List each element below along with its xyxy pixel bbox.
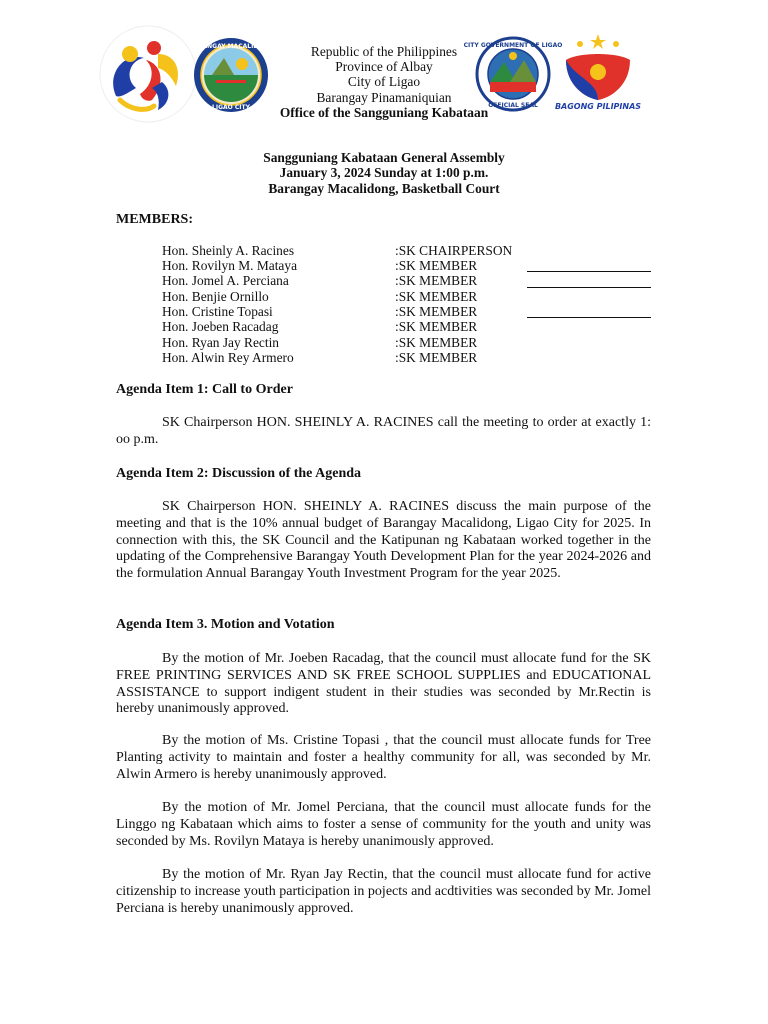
motion-paragraph: By the motion of Mr. Ryan Jay Rectin, that the council must allocate fund for active citizenship to increase youth participation in pojects and acdtivities was seconded by Mr. Jomel Perciana is hereby unanimously approved. (116, 867, 651, 916)
motion-paragraph: By the motion of Ms. Cristine Topasi , that the council must allocate funds for Tree Planting activity to maintain and foster a healthy community for all, was seconded by Mr. Alwin Armero is hereby unanimously approved. (116, 733, 651, 782)
header-office: Office of the Sangguniang Kabataan (279, 105, 489, 120)
member-role: :SK MEMBER (395, 335, 478, 350)
assembly-title: Sangguniang Kabataan General Assembly (263, 150, 505, 165)
motion-paragraph: By the motion of Mr. Joeben Racadag, that the council must allocate fund for the SK FREE PRINTING SERVICES AND SK FREE SCHOOL SUPPLIES and EDUCATIONAL ASSISTANCE to support indigent student in their studies was seconded by Mr.Rectin is hereby unanimously approved. (116, 651, 651, 717)
header-city: City of Ligao (347, 74, 421, 89)
member-role: :SK MEMBER (395, 304, 478, 319)
agenda-2-heading: Agenda Item 2: Discussion of the Agenda (116, 466, 362, 481)
member-role: :SK MEMBER (395, 350, 478, 365)
svg-text:LIGAO CITY: LIGAO CITY (212, 104, 250, 111)
sk-logo (96, 24, 200, 124)
motion-paragraph: By the motion of Mr. Jomel Perciana, that the council must allocate funds for the Linggo ng Kabataan which aims to foster a sense of community for the youth and unity was seconded by Ms. Rovilyn Mataya is hereby unanimously approved. (116, 800, 651, 849)
member-role: :SK MEMBER (395, 319, 478, 334)
agenda-1-paragraph: SK Chairperson HON. SHEINLY A. RACINES call the meeting to order at exactly 1: oo p.m. (116, 415, 651, 447)
member-name: Hon. Cristine Topasi (162, 304, 273, 319)
agenda-1-heading: Agenda Item 1: Call to Order (116, 382, 293, 397)
assembly-date: January 3, 2024 Sunday at 1:00 p.m. (279, 165, 489, 180)
member-name: Hon. Ryan Jay Rectin (162, 335, 279, 350)
assembly-venue: Barangay Macalidong, Basketball Court (268, 181, 500, 196)
members-heading: MEMBERS: (116, 212, 193, 227)
member-name: Hon. Rovilyn M. Mataya (162, 258, 298, 273)
member-name: Hon. Sheinly A. Racines (162, 243, 295, 258)
header-republic: Republic of the Philippines (310, 44, 458, 59)
member-role: :SK MEMBER (395, 258, 478, 273)
svg-text:CITY GOVERNMENT OF LIGAO: CITY GOVERNMENT OF LIGAO (463, 42, 563, 49)
signature-line (527, 287, 651, 288)
member-name: Hon. Joeben Racadag (162, 319, 279, 334)
member-role: :SK CHAIRPERSON (395, 243, 513, 258)
svg-text:OFFICIAL SEAL: OFFICIAL SEAL (488, 102, 538, 109)
bagong-pilipinas-text: BAGONG PILIPINAS (554, 102, 642, 111)
member-role: :SK MEMBER (395, 289, 478, 304)
header-barangay: Barangay Pinamaniquian (316, 90, 452, 105)
bagong-pilipinas-logo (552, 30, 644, 114)
member-name: Hon. Benjie Ornillo (162, 289, 269, 304)
member-name: Hon. Jomel A. Perciana (162, 273, 289, 288)
svg-text:BARANGAY MACALIDONG: BARANGAY MACALIDONG (188, 43, 274, 50)
header-province: Province of Albay (335, 59, 433, 74)
signature-line (527, 317, 651, 318)
member-name: Hon. Alwin Rey Armero (162, 350, 294, 365)
agenda-3-heading: Agenda Item 3. Motion and Votation (116, 617, 335, 632)
signature-line (527, 271, 651, 272)
agenda-2-paragraph: SK Chairperson HON. SHEINLY A. RACINES discuss the main purpose of the meeting and that is the 10% annual budget of Barangay Macalidong, Ligao City for 2025. In connection with this, the SK Council and the Katipunan ng Kabataan worked together in the updating of the Comprehensive Barangay Youth Development Plan for the year 2024-2026 and the formulation Annual Barangay Youth Investment Program for the year 2025. (116, 499, 651, 582)
member-role: :SK MEMBER (395, 273, 478, 288)
